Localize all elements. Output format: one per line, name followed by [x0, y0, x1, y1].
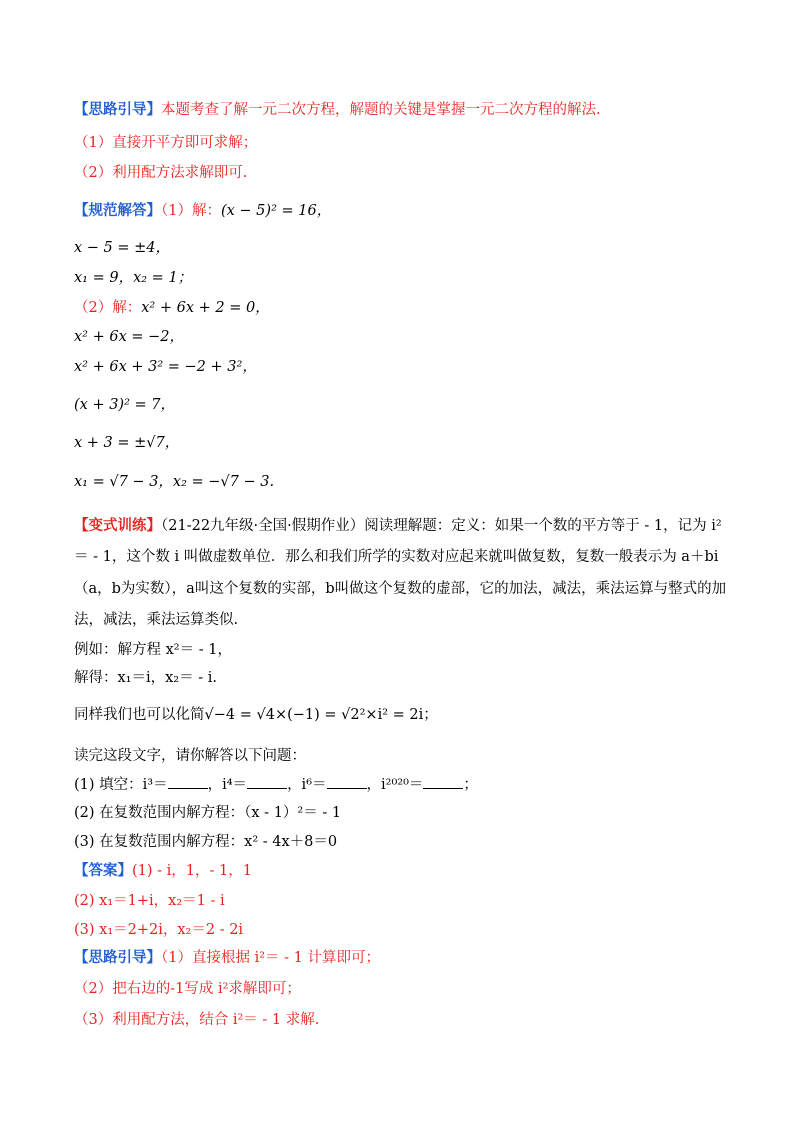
example-2: 解得：x₁＝i，x₂＝ - i. — [74, 670, 217, 686]
answer-line-1 — [74, 859, 252, 880]
example-3: 同样我们也可以化简√−4 = √4×(−1) = √2²×i² = 2i； — [74, 707, 438, 723]
analysis2-hint-2: （2）把右边的-1写成 i²求解即可； — [74, 981, 301, 997]
analysis-text: 本题考查了解一元二次方程，解题的关键是掌握一元二次方程的解法. — [161, 102, 601, 118]
solution-eq-9: x₁ = √7 − 3，x₂ = −√7 − 3. — [74, 474, 275, 490]
question-1-b: ，i⁴＝ — [207, 777, 248, 793]
question-1-c: ，i⁶＝ — [287, 777, 327, 793]
variant-text-1: （21-22九年级·全国·假期作业）阅读理解题：定义：如果一个数的平方等于 - 1，记为 i² — [161, 518, 722, 534]
analysis2-hint-1: （1）直接根据 i²＝ - 1 计算即可； — [161, 950, 380, 966]
analysis-hint-1: （1）直接开平方即可求解； — [74, 135, 258, 151]
answer-3: (3) x₁＝2+2i，x₂＝2 - 2i — [74, 922, 244, 938]
blank-1 — [168, 776, 208, 789]
question-1 — [74, 773, 478, 794]
analysis2-line-1 — [74, 946, 380, 967]
solution-eq-8: x + 3 = ±√7， — [74, 435, 180, 451]
solution-tag: 【规范解答】 — [74, 202, 161, 219]
question-1-e: ； — [463, 777, 478, 793]
analysis-hint-2: （2）利用配方法求解即可. — [74, 165, 248, 181]
solution-eq-6: x² + 6x + 3² = −2 + 3²， — [74, 359, 257, 375]
solution-line-1 — [74, 199, 331, 220]
variant-text-3: （a，b为实数），a叫这个复数的实部，b叫做这个复数的虚部，它的加法，减法，乘法运算与整式的加 — [74, 581, 727, 597]
solution-eq-3: x₁ = 9，x₂ = 1； — [74, 270, 193, 286]
answer-1: (1) - i，1，- 1，1 — [132, 863, 252, 879]
solution-eq-4: x² + 6x + 2 = 0， — [141, 300, 270, 316]
solution-eq-2: x − 5 = ±4， — [74, 240, 171, 256]
analysis-line — [74, 98, 601, 119]
analysis2-tag: 【思路引导】 — [74, 949, 161, 966]
analysis2-hint-3: （3）利用配方法，结合 i²＝ - 1 求解. — [74, 1012, 320, 1028]
analysis-tag: 【思路引导】 — [74, 101, 161, 118]
variant-text-4: 法，减法，乘法运算类似. — [74, 612, 239, 628]
example-1: 例如：解方程 x²＝ - 1， — [74, 642, 232, 658]
answer-tag: 【答案】 — [74, 862, 132, 879]
read-instruction: 读完这段文字，请你解答以下问题： — [74, 748, 306, 764]
solution-eq-7: (x + 3)² = 7， — [74, 397, 175, 413]
blank-2 — [247, 776, 287, 789]
solution-eq-1: (x − 5)² = 16， — [220, 203, 332, 219]
blank-3 — [327, 776, 367, 789]
question-2: (2) 在复数范围内解方程：（x - 1）²＝ - 1 — [74, 805, 342, 821]
question-3: (3) 在复数范围内解方程：x² - 4x＋8＝0 — [74, 834, 338, 850]
solution-line-4 — [74, 296, 270, 317]
variant-tag: 【变式训练】 — [74, 517, 161, 534]
variant-line-1 — [74, 514, 722, 535]
variant-text-2: ＝ - 1，这个数 i 叫做虚数单位．那么和我们所学的实数对应起来就叫做复数，复数一般表示为 a＋bi — [74, 549, 719, 565]
solution-eq-5: x² + 6x = −2， — [74, 329, 185, 345]
answer-2: (2) x₁＝1+i，x₂＝1 - i — [74, 893, 225, 909]
question-1-d: ，i²⁰²⁰＝ — [366, 777, 424, 793]
solution-part2-label: （2）解： — [74, 300, 142, 316]
blank-4 — [423, 776, 463, 789]
question-1-a: (1) 填空：i³＝ — [74, 777, 168, 793]
solution-part1-label: （1）解： — [161, 203, 221, 219]
